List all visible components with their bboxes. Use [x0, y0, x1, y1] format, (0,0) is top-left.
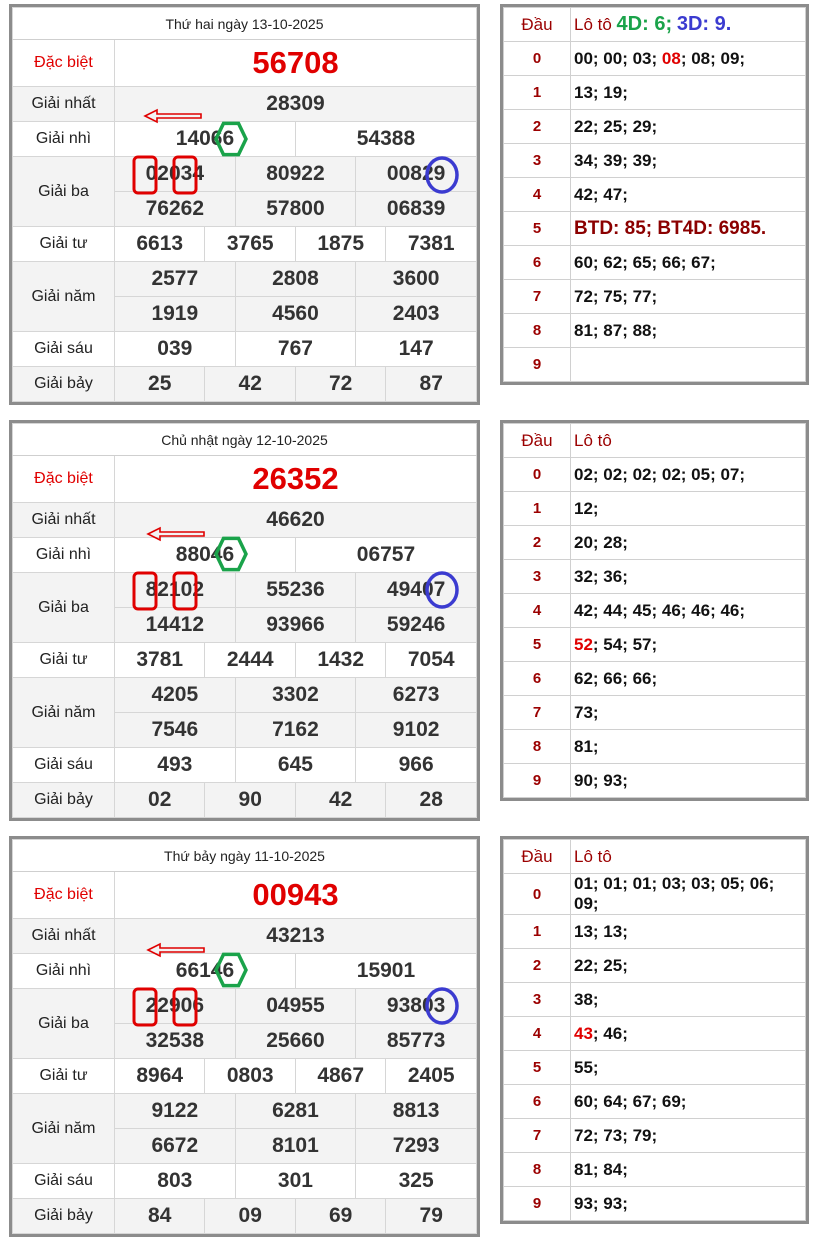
- loto-dau: 2: [504, 110, 571, 144]
- fifth-prize-number: 2808: [235, 262, 356, 297]
- loto-dau: 7: [504, 696, 571, 730]
- loto-values: [571, 949, 806, 983]
- results-table: [9, 4, 480, 405]
- draw-date-title: Thứ hai ngày 13-10-2025: [13, 8, 477, 40]
- loto-values: [571, 348, 806, 382]
- fourth-prize-number: 7054: [386, 643, 477, 678]
- first-prize-number: 28309: [115, 87, 477, 122]
- loto-head-text: Lô tô: [574, 430, 612, 450]
- loto-dau: 7: [504, 1119, 571, 1153]
- loto-dau: 3: [504, 983, 571, 1017]
- sixth-prize-number: 966: [356, 748, 477, 783]
- special-prize-number: 56708: [115, 40, 477, 87]
- loto-values: [571, 696, 806, 730]
- fourth-prize-number: 2444: [205, 643, 295, 678]
- loto-head-text: Lô tô: [574, 846, 612, 866]
- loto-values: [571, 458, 806, 492]
- loto-pre: 34; 39; 39;: [574, 150, 658, 170]
- loto-pre: 60; 64; 67; 69;: [574, 1091, 687, 1111]
- second-prize-number: 14066: [115, 122, 296, 157]
- fifth-prize-number: 3302: [235, 678, 356, 713]
- third-prize-number: 80922: [235, 157, 356, 192]
- loto-pre: 72; 73; 79;: [574, 1125, 658, 1145]
- third-prize-number: 93966: [235, 608, 356, 643]
- fifth-prize-number: 2403: [356, 297, 477, 332]
- loto-pre: 73;: [574, 702, 599, 722]
- loto-dau: 3: [504, 144, 571, 178]
- loto-pre: 13; 13;: [574, 921, 628, 941]
- loto-pre: 22; 25;: [574, 955, 628, 975]
- prize-label: Giải bảy: [13, 367, 115, 402]
- fourth-prize-number: 2405: [386, 1059, 477, 1094]
- loto-pre: 62; 66; 66;: [574, 668, 658, 688]
- fourth-prize-number: 1875: [295, 227, 385, 262]
- loto-values: [571, 1153, 806, 1187]
- loto-head-dau: Đầu: [504, 840, 571, 874]
- third-prize-number: 06839: [356, 192, 477, 227]
- btd-value: BTD: 85; BT4D: 6985.: [574, 217, 767, 239]
- loto-dau: 4: [504, 594, 571, 628]
- loto-dau: 1: [504, 76, 571, 110]
- loto-dau: 8: [504, 730, 571, 764]
- prize-label: Giải tư: [13, 227, 115, 262]
- third-prize-number: 00829: [356, 157, 477, 192]
- loto-dau: 9: [504, 1187, 571, 1221]
- seventh-prize-number: 79: [386, 1199, 477, 1234]
- fourth-prize-number: 0803: [205, 1059, 295, 1094]
- loto-values: [571, 594, 806, 628]
- third-prize-number: 14412: [115, 608, 236, 643]
- third-prize-number: 93803: [356, 989, 477, 1024]
- prize-label: Giải nhất: [13, 919, 115, 954]
- loto-values: [571, 1017, 806, 1051]
- loto-pre: 01; 01; 01; 03; 03; 05; 06; 09;: [574, 874, 775, 913]
- fourth-prize-number: 1432: [295, 643, 385, 678]
- loto-values: [571, 1119, 806, 1153]
- third-prize-number: 32538: [115, 1024, 236, 1059]
- loto-pre: 38;: [574, 989, 599, 1009]
- fourth-prize-number: 6613: [115, 227, 205, 262]
- loto-dau: 4: [504, 1017, 571, 1051]
- prize-label: Giải tư: [13, 643, 115, 678]
- loto-head-dau: Đầu: [504, 8, 571, 42]
- results-table: [9, 836, 480, 1237]
- fifth-prize-number: 4560: [235, 297, 356, 332]
- special-prize-number: 00943: [115, 872, 477, 919]
- loto-head-label: [571, 840, 806, 874]
- third-prize-number: 82102: [115, 573, 236, 608]
- first-prize-number: 46620: [115, 503, 477, 538]
- day-block: [0, 0, 823, 416]
- loto-values: [571, 983, 806, 1017]
- prize-label: Giải ba: [13, 157, 115, 227]
- fourth-prize-number: 3765: [205, 227, 295, 262]
- loto-values: [571, 76, 806, 110]
- loto-post: ; 08; 09;: [680, 48, 746, 68]
- third-prize-number: 22906: [115, 989, 236, 1024]
- loto-dau: 6: [504, 246, 571, 280]
- loto-values: [571, 1051, 806, 1085]
- prize-label: Đặc biệt: [13, 456, 115, 503]
- loto-dau: 0: [504, 458, 571, 492]
- sixth-prize-number: 301: [235, 1164, 356, 1199]
- fifth-prize-number: 8813: [356, 1094, 477, 1129]
- seventh-prize-number: 28: [386, 783, 477, 818]
- fifth-prize-number: 1919: [115, 297, 236, 332]
- loto-values: [571, 915, 806, 949]
- prize-label: Giải sáu: [13, 332, 115, 367]
- draw-date-title: Chủ nhật ngày 12-10-2025: [13, 424, 477, 456]
- third-prize-number: 59246: [356, 608, 477, 643]
- fifth-prize-number: 8101: [235, 1129, 356, 1164]
- third-prize-number: 25660: [235, 1024, 356, 1059]
- loto-values: [571, 1187, 806, 1221]
- day-block: [0, 832, 823, 1248]
- seventh-prize-number: 02: [115, 783, 205, 818]
- loto-values: [571, 314, 806, 348]
- loto-dau: 1: [504, 915, 571, 949]
- loto-values: [571, 526, 806, 560]
- seventh-prize-number: 72: [295, 367, 385, 402]
- seventh-prize-number: 42: [295, 783, 385, 818]
- prize-label: Giải năm: [13, 1094, 115, 1164]
- fifth-prize-number: 4205: [115, 678, 236, 713]
- prize-label: Giải bảy: [13, 1199, 115, 1234]
- draw-date-title: Thứ bảy ngày 11-10-2025: [13, 840, 477, 872]
- loto-pre: 42; 47;: [574, 184, 628, 204]
- loto-values: [571, 144, 806, 178]
- prize-label: Giải ba: [13, 573, 115, 643]
- loto-values: [571, 560, 806, 594]
- prize-label: Giải năm: [13, 262, 115, 332]
- loto-pre: 02; 02; 02; 02; 05; 07;: [574, 464, 746, 484]
- loto-dau: 9: [504, 764, 571, 798]
- prize-label: Giải sáu: [13, 1164, 115, 1199]
- prize-label: Đặc biệt: [13, 40, 115, 87]
- fourth-prize-number: 3781: [115, 643, 205, 678]
- loto-values: [571, 212, 806, 246]
- loto-values: [571, 492, 806, 526]
- loto-table: [500, 4, 809, 385]
- loto-pre: 72; 75; 77;: [574, 286, 658, 306]
- loto-dau: 6: [504, 662, 571, 696]
- fourth-prize-number: 7381: [386, 227, 477, 262]
- loto-pre: 55;: [574, 1057, 599, 1077]
- sixth-prize-number: 803: [115, 1164, 236, 1199]
- loto-dau: 2: [504, 526, 571, 560]
- loto-dau: 8: [504, 314, 571, 348]
- fifth-prize-number: 6273: [356, 678, 477, 713]
- sixth-prize-number: 645: [235, 748, 356, 783]
- loto-pre: 81; 87; 88;: [574, 320, 658, 340]
- third-prize-number: 85773: [356, 1024, 477, 1059]
- prize-label: Giải bảy: [13, 783, 115, 818]
- seventh-prize-number: 09: [205, 1199, 295, 1234]
- loto-values: [571, 178, 806, 212]
- sixth-prize-number: 767: [235, 332, 356, 367]
- loto-dau: 8: [504, 1153, 571, 1187]
- first-prize-number: 43213: [115, 919, 477, 954]
- loto-highlight: 43: [574, 1023, 593, 1043]
- third-prize-number: 57800: [235, 192, 356, 227]
- loto-dau: 0: [504, 874, 571, 915]
- second-prize-number: 88046: [115, 538, 296, 573]
- loto-post: ; 46;: [592, 1023, 628, 1043]
- loto-pre: 60; 62; 65; 66; 67;: [574, 252, 716, 272]
- day-block: [0, 416, 823, 832]
- loto-dau: 1: [504, 492, 571, 526]
- loto-values: [571, 662, 806, 696]
- loto-dau: 7: [504, 280, 571, 314]
- loto-4d-count: 4D: 6;: [616, 13, 673, 35]
- prize-label: Giải nhì: [13, 122, 115, 157]
- fifth-prize-number: 9122: [115, 1094, 236, 1129]
- loto-dau: 4: [504, 178, 571, 212]
- loto-dau: 5: [504, 212, 571, 246]
- loto-dau: 3: [504, 560, 571, 594]
- loto-dau: 6: [504, 1085, 571, 1119]
- loto-head-label: [571, 8, 806, 42]
- prize-label: Đặc biệt: [13, 872, 115, 919]
- loto-values: [571, 110, 806, 144]
- prize-label: Giải nhì: [13, 538, 115, 573]
- fourth-prize-number: 4867: [295, 1059, 385, 1094]
- fourth-prize-number: 8964: [115, 1059, 205, 1094]
- loto-values: [571, 246, 806, 280]
- loto-pre: 32; 36;: [574, 566, 628, 586]
- loto-values: [571, 874, 806, 915]
- loto-values: [571, 42, 806, 76]
- loto-values: [571, 280, 806, 314]
- seventh-prize-number: 87: [386, 367, 477, 402]
- second-prize-number: 54388: [295, 122, 476, 157]
- loto-head-text: Lô tô: [574, 15, 612, 34]
- prize-label: Giải năm: [13, 678, 115, 748]
- seventh-prize-number: 84: [115, 1199, 205, 1234]
- fifth-prize-number: 6672: [115, 1129, 236, 1164]
- fifth-prize-number: 3600: [356, 262, 477, 297]
- second-prize-number: 66146: [115, 954, 296, 989]
- loto-pre: 12;: [574, 498, 599, 518]
- loto-post: ; 54; 57;: [592, 634, 658, 654]
- sixth-prize-number: 039: [115, 332, 236, 367]
- loto-table: [500, 420, 809, 801]
- third-prize-number: 55236: [235, 573, 356, 608]
- loto-pre: 93; 93;: [574, 1193, 628, 1213]
- loto-pre: 13; 19;: [574, 82, 628, 102]
- third-prize-number: 02034: [115, 157, 236, 192]
- fifth-prize-number: 7546: [115, 713, 236, 748]
- sixth-prize-number: 493: [115, 748, 236, 783]
- loto-values: [571, 628, 806, 662]
- fifth-prize-number: 7162: [235, 713, 356, 748]
- prize-label: Giải nhì: [13, 954, 115, 989]
- prize-label: Giải sáu: [13, 748, 115, 783]
- loto-dau: 5: [504, 1051, 571, 1085]
- seventh-prize-number: 25: [115, 367, 205, 402]
- prize-label: Giải tư: [13, 1059, 115, 1094]
- seventh-prize-number: 90: [205, 783, 295, 818]
- loto-table: [500, 836, 809, 1224]
- prize-label: Giải ba: [13, 989, 115, 1059]
- loto-dau: 5: [504, 628, 571, 662]
- sixth-prize-number: 147: [356, 332, 477, 367]
- fifth-prize-number: 2577: [115, 262, 236, 297]
- results-table: [9, 420, 480, 821]
- fifth-prize-number: 7293: [356, 1129, 477, 1164]
- seventh-prize-number: 69: [295, 1199, 385, 1234]
- loto-values: [571, 1085, 806, 1119]
- loto-pre: 22; 25; 29;: [574, 116, 658, 136]
- loto-highlight: 08: [661, 48, 681, 68]
- prize-label: Giải nhất: [13, 87, 115, 122]
- loto-pre: 00; 00; 03;: [574, 48, 662, 68]
- loto-pre: 42; 44; 45; 46; 46; 46;: [574, 600, 746, 620]
- seventh-prize-number: 42: [205, 367, 295, 402]
- third-prize-number: 04955: [235, 989, 356, 1024]
- loto-highlight: 52: [574, 634, 593, 654]
- loto-pre: 81;: [574, 736, 599, 756]
- fifth-prize-number: 9102: [356, 713, 477, 748]
- loto-3d-count: 3D: 9.: [676, 13, 732, 35]
- loto-dau: 0: [504, 42, 571, 76]
- prize-label: Giải nhất: [13, 503, 115, 538]
- loto-head-label: [571, 424, 806, 458]
- sixth-prize-number: 325: [356, 1164, 477, 1199]
- loto-values: [571, 730, 806, 764]
- loto-pre: 81; 84;: [574, 1159, 628, 1179]
- second-prize-number: 06757: [295, 538, 476, 573]
- fifth-prize-number: 6281: [235, 1094, 356, 1129]
- loto-dau: 9: [504, 348, 571, 382]
- third-prize-number: 76262: [115, 192, 236, 227]
- special-prize-number: 26352: [115, 456, 477, 503]
- loto-pre: 90; 93;: [574, 770, 628, 790]
- loto-values: [571, 764, 806, 798]
- loto-pre: 20; 28;: [574, 532, 628, 552]
- loto-head-dau: Đầu: [504, 424, 571, 458]
- second-prize-number: 15901: [295, 954, 476, 989]
- third-prize-number: 49407: [356, 573, 477, 608]
- loto-dau: 2: [504, 949, 571, 983]
